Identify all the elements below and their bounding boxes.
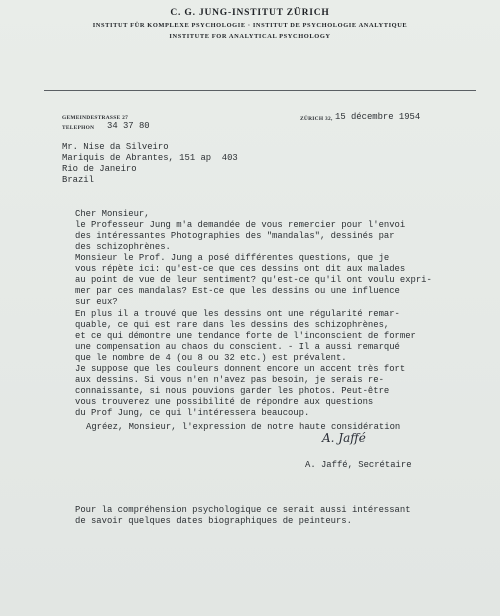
- body-line: aux dessins. Si vous n'en n'avez pas besoin, je serais re-: [75, 375, 384, 385]
- body-line: vous trouverez une possibilité de répondre aux questions: [75, 397, 374, 407]
- body-line: Monsieur le Prof. Jung a posé différentes questions, que je: [75, 253, 390, 263]
- institute-subtitle-english: INSTITUTE FOR ANALYTICAL PSYCHOLOGY: [169, 33, 331, 40]
- street-address: GEMEINDESTRASSE 27: [62, 115, 129, 121]
- letterhead: [0, 6, 500, 42]
- institute-title: C. G. JUNG-INSTITUT ZÜRICH: [170, 8, 330, 18]
- body-line: une compensation au chaos du conscient. - Il a aussi remarqué: [75, 342, 400, 352]
- body-line: Je suppose que les couleurs donnent encore un accent très fort: [75, 364, 406, 374]
- typed-signature: A. Jaffé, Secrétaire: [305, 460, 412, 470]
- phone-label: TELEPHON: [62, 125, 95, 131]
- recipient-country: Brazil: [62, 175, 94, 185]
- body-line: le Professeur Jung m'a demandée de vous remercier pour l'envoi: [75, 220, 406, 230]
- institute-subtitle: INSTITUT FÜR KOMPLEXE PSYCHOLOGIE · INSTITUT DE PSYCHOLOGIE ANALYTIQUE: [92, 22, 408, 29]
- body-line: quable, ce qui est rare dans les dessins des schizophrènes,: [75, 320, 390, 330]
- handwritten-signature: A. Jaffé: [322, 431, 366, 445]
- postscript-line: de savoir quelques dates biographiques de peinteurs.: [75, 516, 352, 526]
- body-line: mer par ces mandalas? Est-ce que les dessins ou une influence: [75, 286, 400, 296]
- body-line: du Prof Jung, ce qui l'intéressera beaucoup.: [75, 408, 310, 418]
- body-line: En plus il a trouvé que les dessins ont une régularité remar-: [75, 309, 400, 319]
- recipient-street: Mariquis de Abrantes, 151 ap 403: [62, 153, 238, 163]
- closing-line: Agréez, Monsieur, l'expression de notre haute considération: [86, 422, 401, 432]
- body-line: au point de vue de leur sentiment? qu'est-ce qu'il ont voulu expri-: [75, 275, 432, 285]
- letter-date: 15 décembre 1954: [335, 112, 421, 122]
- body-line: connaissante, si nous pouvions garder les photos. Peut-être: [75, 386, 390, 396]
- body-line: des schizophrènes.: [75, 242, 171, 252]
- phone-number: 34 37 80: [107, 121, 150, 131]
- letterhead-divider: [44, 90, 476, 91]
- body-line: sur eux?: [75, 297, 118, 307]
- recipient-city: Rio de Janeiro: [62, 164, 137, 174]
- body-line: que le nombre de 4 (ou 8 ou 32 etc.) est prévalent.: [75, 353, 347, 363]
- body-line: et ce qui démontre une tendance forte de l'inconscient de former: [75, 331, 416, 341]
- salutation: Cher Monsieur,: [75, 209, 150, 219]
- place-label: ZÜRICH 32,: [300, 116, 333, 122]
- postscript-line: Pour la compréhension psychologique ce serait aussi intéressant: [75, 505, 411, 515]
- body-line: vous répète ici: qu'est-ce que ces dessins ont dit aux malades: [75, 264, 406, 274]
- recipient-name: Mr. Nise da Silveiro: [62, 142, 169, 152]
- body-line: des intéressantes Photographies des "mandalas", dessinés par: [75, 231, 395, 241]
